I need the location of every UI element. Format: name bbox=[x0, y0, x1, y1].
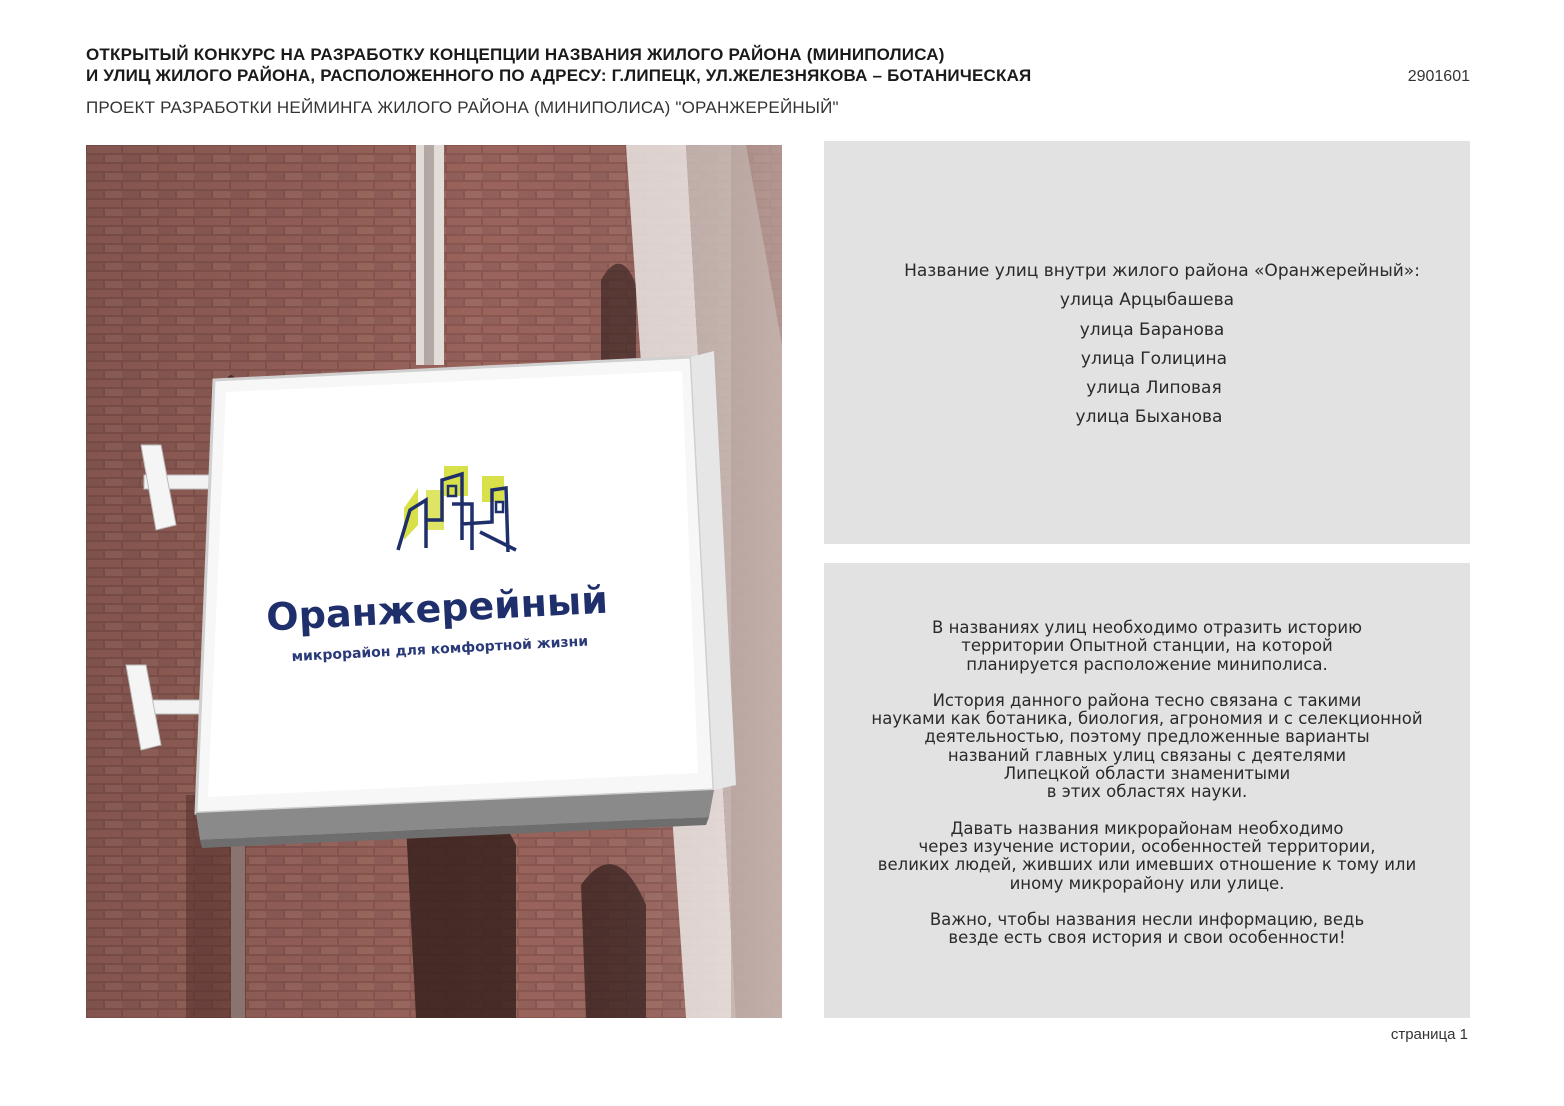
page-number: страница 1 bbox=[1390, 1026, 1468, 1043]
street-item: улица Баранова bbox=[1079, 319, 1225, 340]
street-item: улица Быханова bbox=[1075, 407, 1223, 428]
document-title bbox=[86, 44, 1286, 86]
street-item: улица Голицина bbox=[1080, 348, 1228, 369]
sign-tagline: микрорайон для комфортной жизни bbox=[291, 633, 589, 666]
description-paragraph: История данного района тесно связана с такими науками как ботаника, биология, агрономия и с селекционной деятельностью, поэтому предложенные варианты названий главных улиц связаны с деятелями Липецкой области знаменитыми в этих областях науки. bbox=[871, 690, 1423, 802]
description-paragraph: В названиях улиц необходимо отразить историю территории Опытной станции, на которой планируется расположение миниполиса. bbox=[932, 618, 1362, 674]
description-panel bbox=[824, 563, 1470, 1018]
sign-photo bbox=[86, 145, 782, 1018]
street-item: улица Арцыбашева bbox=[1059, 290, 1235, 311]
streets-list bbox=[824, 257, 1470, 433]
street-item: улица Липовая bbox=[1086, 378, 1222, 399]
description-paragraph: Важно, чтобы названия несли информацию, ведь везде есть своя история и свои особенности! bbox=[929, 909, 1365, 948]
sign-title: Оранжерейный bbox=[265, 577, 609, 640]
sign-photo-illustration bbox=[86, 145, 782, 1018]
document-title-line-1: ОТКРЫТЫЙ КОНКУРС НА РАЗРАБОТКУ КОНЦЕПЦИИ НАЗВАНИЯ ЖИЛОГО РАЙОНА (МИНИПОЛИСА) bbox=[86, 45, 945, 64]
streets-panel bbox=[824, 141, 1470, 544]
document-subtitle: ПРОЕКТ РАЗРАБОТКИ НЕЙМИНГА ЖИЛОГО РАЙОНА (МИНИПОЛИСА) "ОРАНЖЕРЕЙНЫЙ" bbox=[86, 98, 839, 117]
description-text bbox=[844, 619, 1450, 965]
document-title-line-2: И УЛИЦ ЖИЛОГО РАЙОНА, РАСПОЛОЖЕННОГО ПО АДРЕСУ: Г.ЛИПЕЦК, УЛ.ЖЕЛЕЗНЯКОВА – БОТАНИЧЕСКАЯ bbox=[86, 66, 1032, 85]
description-paragraph: Давать названия микрорайонам необходимо через изучение истории, особенностей территории, великих людей, живших или имевших отношение к тому или иному микрорайону или улице. bbox=[877, 818, 1417, 893]
document-code: 2901601 bbox=[1407, 68, 1470, 85]
streets-heading: Название улиц внутри жилого района «Оранжерейный»: bbox=[904, 261, 1420, 281]
